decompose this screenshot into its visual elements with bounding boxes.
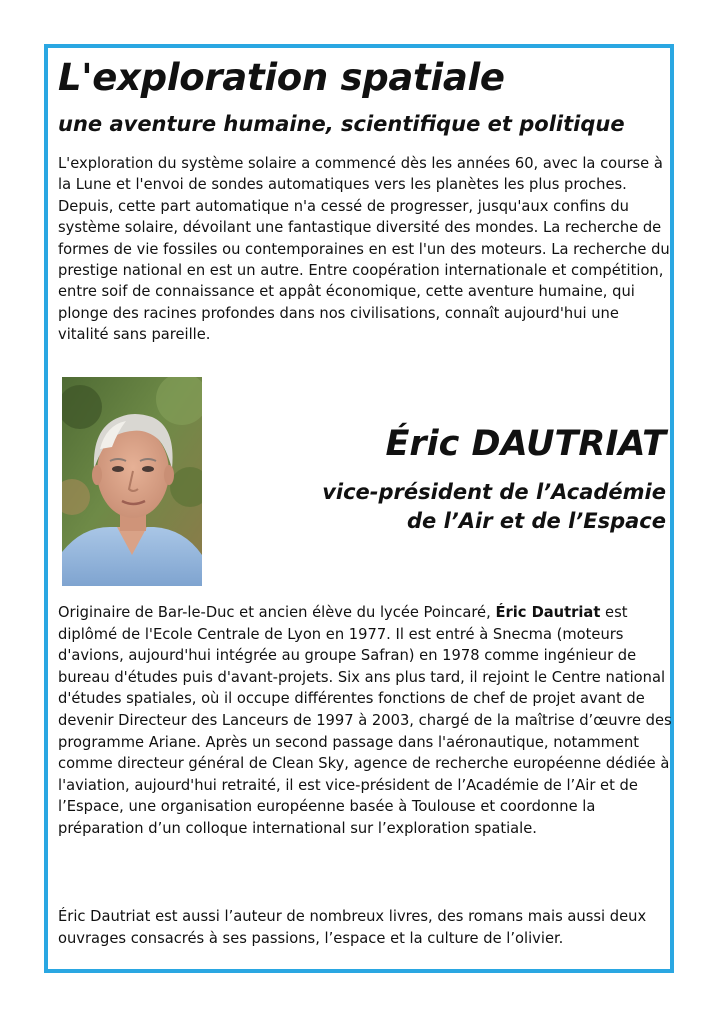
biography-paragraph bbox=[58, 602, 672, 840]
speaker-portrait-photo bbox=[62, 377, 202, 586]
page-subtitle: une aventure humaine, scientifique et politique bbox=[58, 112, 625, 136]
page-title: L'exploration spatiale bbox=[58, 56, 505, 99]
speaker-role bbox=[246, 478, 666, 536]
speaker-role-line-1: vice-président de l’Académie bbox=[322, 480, 666, 504]
speaker-role-line-2: de l’Air et de l’Espace bbox=[407, 509, 666, 533]
speaker-name: Éric DAUTRIAT bbox=[385, 424, 666, 464]
bio-text-after-name: est diplômé de l'Ecole Centrale de Lyon en 1977. Il est entré à Snecma (moteurs d'avions, aujourd'hui intégrée au groupe Safran) en 1978 comme ingénieur de bureau d'études puis d'avant-projets. Six ans plus tard, il rejoint le Centre national d'études spatiales, où il occupe différentes fonctions de chef de projet avant de devenir Directeur des Lanceurs de 1997 à 2003, chargé de la maîtrise d’œuvre des programme Ariane. Après un second passage dans l'aéronautique, notamment comme directeur général de Clean Sky, agence de recherche européenne dédiée à l'aviation, aujourd'hui retraité, il est vice-président de l’Académie de l’Air et de l’Espace, une organisation européenne basée à Toulouse et coordonne la préparation d’un colloque international sur l’exploration spatiale. bbox=[58, 604, 672, 837]
bio-bold-name: Éric Dautriat bbox=[495, 604, 601, 621]
closing-paragraph: Éric Dautriat est aussi l’auteur de nombreux livres, des romans mais aussi deux ouvrages consacrés à ses passions, l’espace et la culture de l’olivier. bbox=[58, 908, 647, 947]
intro-paragraph: L'exploration du système solaire a commencé dès les années 60, avec la course à la Lune et l'envoi de sondes automatiques vers les planètes les plus proches. Depuis, cette part automatique n'a cessé de progresser, jusqu'aux confins du système solaire, dévoilant une fantastique diversité des mondes. La recherche de formes de vie fossiles ou contemporaines en est l'un des moteurs. La recherche du prestige national en est un autre. Entre coopération internationale et compétition, entre soif de connaissance et appât économique, cette aventure humaine, qui plonge des racines profondes dans nos civilisations, connaît aujourd'hui une vitalité sans pareille. bbox=[58, 155, 670, 344]
bio-text-before-name: Originaire de Bar-le-Duc et ancien élève du lycée Poincaré, bbox=[58, 604, 496, 621]
